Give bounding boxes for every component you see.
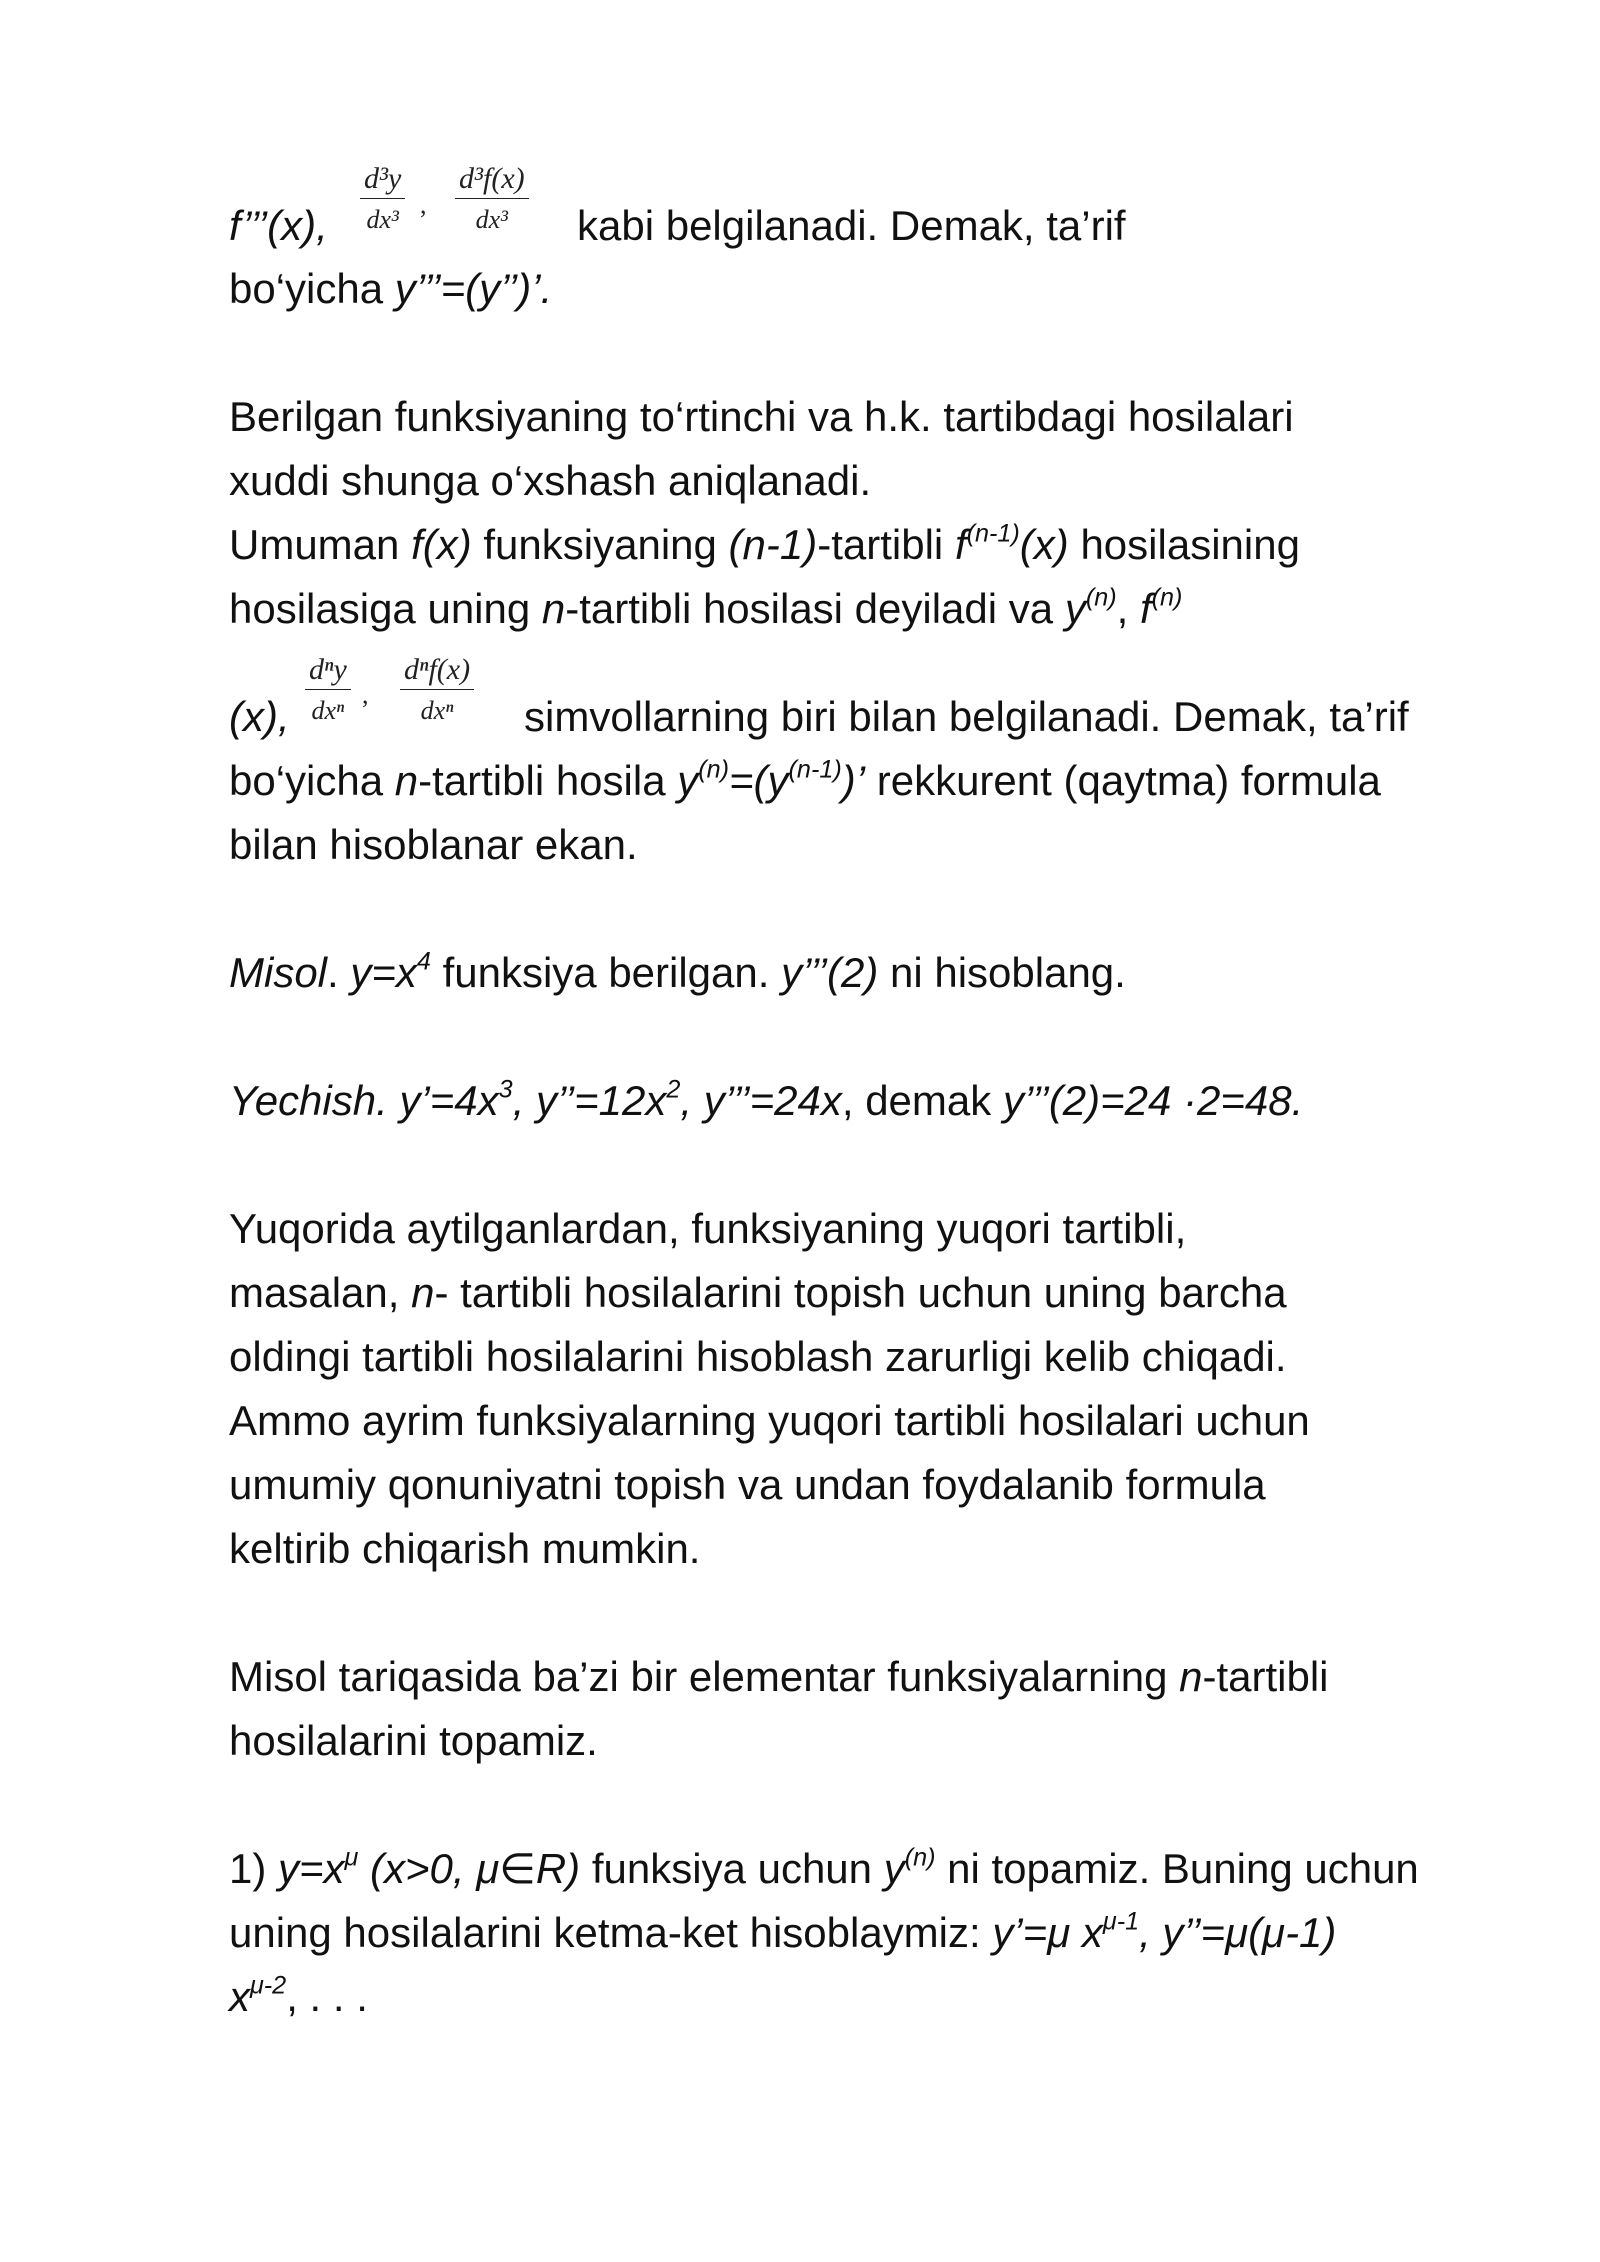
- superscript: (n): [1085, 583, 1117, 612]
- math-expression: y’’’=(y’’)’.: [394, 265, 553, 312]
- fraction-denominator: dx³: [475, 205, 508, 234]
- fraction-denominator: dx³: [366, 205, 399, 234]
- text-span: bo‘yicha: [229, 265, 395, 312]
- text-line: [229, 1907, 1337, 1964]
- text-span: masalan,: [229, 1269, 412, 1316]
- superscript: (n-1): [788, 755, 842, 784]
- fraction-numerator: d³y: [360, 164, 405, 199]
- text-span: ni hisoblang.: [878, 949, 1126, 996]
- text-line: [229, 1971, 368, 2028]
- text-span: funksiya uchun: [580, 1845, 884, 1892]
- text-line: [229, 519, 1300, 576]
- math-expression: (x),: [229, 693, 290, 740]
- math-expression: y=x: [278, 1845, 345, 1892]
- math-expression: y: [677, 757, 699, 804]
- text-span: - tartibli hosilalarini topish uchun uning barcha: [434, 1269, 1287, 1316]
- math-expression: f: [954, 521, 967, 568]
- text-span: -tartibli: [1202, 1653, 1329, 1700]
- math-expression: f’’’(x),: [229, 202, 328, 249]
- text-line: oldingi tartibli hosilalarini hisoblash zarurligi kelib chiqadi.: [229, 1333, 1287, 1380]
- text-line: Yuqorida aytilganlardan, funksiyaning yuqori tartibli,: [229, 1205, 1187, 1252]
- fraction-numerator: d³f(x): [455, 164, 529, 199]
- math-expression: , y’’’=24x: [680, 1077, 842, 1124]
- superscript: 2: [666, 1075, 681, 1104]
- math-expression: n: [1179, 1653, 1203, 1700]
- text-span: , . . .: [286, 1973, 368, 2020]
- text-span: Misol tariqasida ba’zi bir elementar funksiyalarning: [229, 1653, 1180, 1700]
- text-span: 1): [229, 1845, 279, 1892]
- text-line: [229, 1843, 1419, 1900]
- math-expression: n: [411, 1269, 435, 1316]
- math-expression: =(y: [729, 757, 789, 804]
- label-misol: Misol: [229, 949, 328, 996]
- superscript: (n): [1151, 583, 1183, 612]
- text-span: funksiyaning: [471, 521, 729, 568]
- text-span: funksiya berilgan.: [430, 949, 782, 996]
- math-expression: n: [541, 585, 566, 632]
- text-line: hosilalarini topamiz.: [229, 1717, 598, 1764]
- math-expression: n: [394, 757, 419, 804]
- superscript: μ: [344, 1843, 359, 1872]
- math-expression: x: [229, 1973, 250, 2020]
- superscript: μ-1: [1102, 1907, 1140, 1936]
- text-span: bo‘yicha: [229, 757, 395, 804]
- math-expression: Yechish. y’=4x: [229, 1077, 499, 1124]
- text-span: simvollarning biri bilan belgilanadi. Demak, ta’rif: [524, 693, 1409, 740]
- fraction-denominator: dxⁿ: [420, 696, 454, 725]
- text-line: [229, 947, 1126, 1004]
- math-expression: y=x: [350, 949, 417, 996]
- math-expression: y: [883, 1845, 905, 1892]
- fraction-d3fx-dx3: [455, 164, 529, 233]
- text-span: -tartibli: [817, 521, 955, 568]
- text-span: ,: [1116, 585, 1140, 632]
- text-line: [229, 583, 1183, 640]
- fraction-separator: ,: [362, 680, 369, 709]
- math-expression: y’’’(2): [781, 949, 879, 996]
- math-expression: f(x): [411, 521, 472, 568]
- text-span: -tartibli hosilasi deyiladi va: [565, 585, 1065, 632]
- text-span: ni topamiz. Buning uchun: [935, 1845, 1419, 1892]
- text-span: -tartibli hosila: [418, 757, 678, 804]
- math-expression: )’: [841, 757, 866, 804]
- math-expression: (x): [1019, 521, 1069, 568]
- text-span: Umuman: [229, 521, 412, 568]
- math-expression: f: [1139, 585, 1152, 632]
- math-expression: , y’’=μ(μ-1): [1139, 1909, 1337, 1956]
- fraction-d3y-dx3: [360, 164, 405, 233]
- superscript: μ-2: [250, 1971, 287, 2000]
- fraction-dny-dxn: [305, 655, 351, 724]
- math-expression: , y’’=12x: [512, 1077, 667, 1124]
- text-span: .: [327, 949, 351, 996]
- math-expression: y’’’(2)=24 ·2=48.: [1002, 1077, 1304, 1124]
- text-line: umumiy qonuniyatni topish va undan foydalanib formula: [229, 1461, 1266, 1508]
- fraction-numerator: dⁿy: [305, 655, 351, 690]
- fraction-separator: ,: [420, 190, 427, 219]
- math-expression: μ∈R): [476, 1845, 581, 1892]
- fraction-numerator: dⁿf(x): [400, 655, 474, 690]
- text-line: [229, 1269, 1287, 1324]
- superscript: 4: [416, 947, 431, 976]
- text-line: [229, 1653, 1329, 1708]
- text-line: Berilgan funksiyaning to‘rtinchi va h.k. tartibdagi hosilalari: [229, 393, 1294, 440]
- text-span: rekkurent (qaytma) formula: [865, 757, 1381, 804]
- text-span: , demak: [841, 1077, 1003, 1124]
- fraction-denominator: dxⁿ: [311, 696, 345, 725]
- text-span: uning hosilalarini ketma-ket hisoblaymiz:: [229, 1909, 993, 1956]
- text-line: Ammo ayrim funksiyalarning yuqori tartibli hosilalari uchun: [229, 1397, 1310, 1444]
- text-line: xuddi shunga o‘xshash aniqlanadi.: [229, 457, 872, 504]
- math-expression: y: [1064, 585, 1086, 632]
- superscript: 3: [498, 1075, 513, 1104]
- text-line: bilan hisoblanar ekan.: [229, 821, 638, 868]
- math-expression: (x>0,: [358, 1845, 477, 1892]
- text-line: [229, 265, 553, 320]
- text-span: hosilasiga uning: [229, 585, 542, 632]
- text-span: hosilasining: [1068, 521, 1300, 568]
- math-expression: y’=μ x: [992, 1909, 1103, 1956]
- fraction-dnfx-dxn: [400, 655, 474, 724]
- text-line: keltirib chiqarish mumkin.: [229, 1525, 701, 1572]
- superscript: (n-1): [966, 519, 1020, 548]
- text-line: [229, 1075, 1304, 1132]
- math-expression: (n-1): [728, 521, 818, 568]
- superscript: (n): [698, 755, 730, 784]
- text-line: [229, 755, 1381, 812]
- text-span: kabi belgilanadi. Demak, ta’rif: [577, 202, 1126, 249]
- superscript: (n): [904, 1843, 936, 1872]
